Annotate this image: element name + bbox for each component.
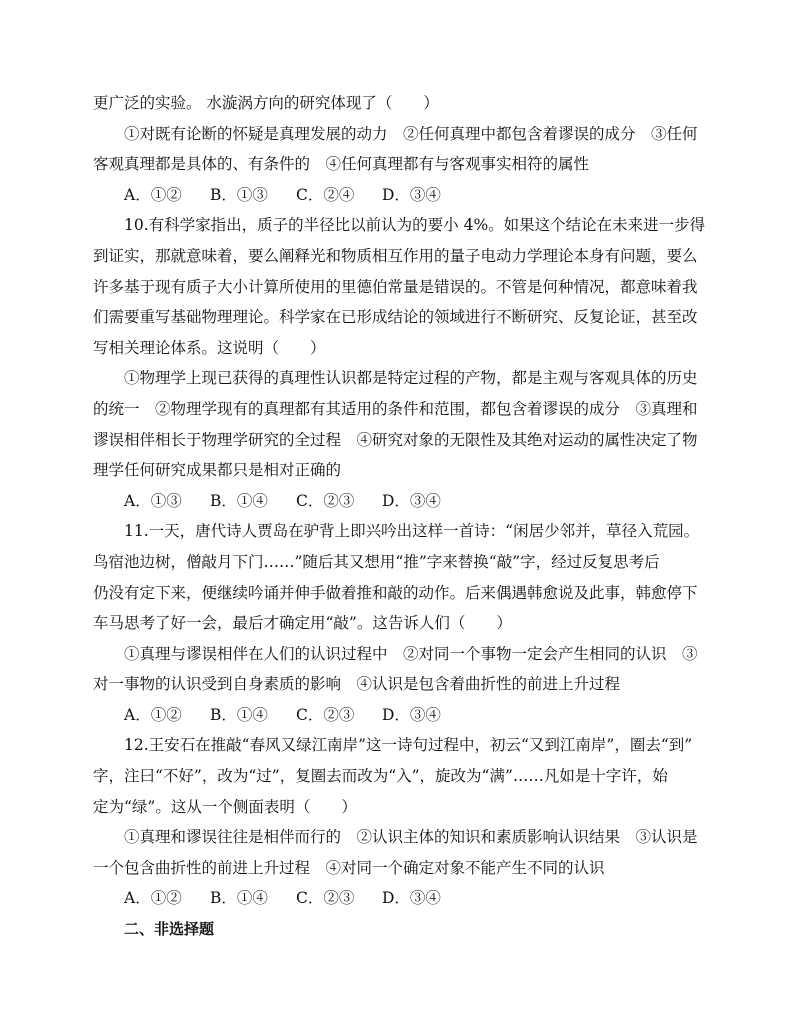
section-title-non-choice: 二、非选择题	[124, 920, 215, 939]
q12-stem-line: 字，注曰“不好”，改为“过”，复圈去而改为“入”，旋改为“满”……凡如是十字许，始	[93, 767, 668, 786]
option-c: C．②③	[296, 491, 355, 510]
q10-stem-line: 写相关理论体系。这说明（ ）	[93, 338, 326, 357]
q11-stem-line: 车马思考了好一会，最后才确定用“敲”。这告诉人们（ ）	[93, 614, 512, 633]
q10-stem-line: 许多基于现有质子大小计算所使用的里德伯常量是错误的。不管是何种情况，都意味着我	[93, 277, 698, 296]
option-a: A．①②	[124, 889, 182, 908]
q12-choice-line: ①真理和谬误往往是相伴而行的 ②认识主体的知识和素质影响认识结果 ③认识是	[124, 828, 698, 847]
q11-choice-line: ①真理与谬误相伴在人们的认识过程中 ②对同一个事物一定会产生相同的认识 ③	[124, 644, 698, 663]
option-c: C．②③	[296, 889, 355, 908]
q10-stem-line: 10.有科学家指出，质子的半径比以前认为的要小 4%。如果这个结论在未来进一步得	[124, 216, 706, 235]
option-b: B．①④	[210, 889, 268, 908]
option-d: D．③④	[382, 185, 441, 204]
option-c: C．②③	[296, 705, 355, 724]
q9-options	[93, 180, 713, 211]
q11-stem-line: 11.一天，唐代诗人贾岛在驴背上即兴吟出这样一首诗：“闲居少邻并，草径入荒园。	[124, 522, 700, 541]
q10-choice-line: 谬误相伴相长于物理学研究的全过程 ④研究对象的无限性及其绝对运动的属性决定了物	[93, 430, 698, 449]
option-b: B．①④	[210, 491, 268, 510]
option-a: A．①③	[124, 491, 182, 510]
q12-choice-line: 一个包含曲折性的前进上升过程 ④对同一个确定对象不能产生不同的认识	[93, 858, 605, 877]
q11-stem-line: 仍没有定下来，便继续吟诵并伸手做着推和敲的动作。后来偶遇韩愈说及此事，韩愈停下	[93, 583, 698, 602]
option-c: C．②④	[296, 185, 355, 204]
q12-options	[93, 883, 713, 914]
q11-choice-line: 对一事物的认识受到自身素质的影响 ④认识是包含着曲折性的前进上升过程	[93, 675, 621, 694]
q10-stem-line: 到证实，那就意味着，要么阐释光和物质相互作用的量子电动力学理论本身有问题，要么	[93, 246, 698, 265]
q9-stem-line: 更广泛的实验。 水漩涡方向的研究体现了（ ）	[93, 94, 439, 112]
q10-choice-line: 的统一 ②物理学现有的真理都有其适用的条件和范围，都包含着谬误的成分 ③真理和	[93, 399, 698, 418]
option-a: A．①②	[124, 185, 182, 204]
document-page	[93, 88, 713, 945]
option-b: B．①④	[210, 705, 268, 724]
option-a: A．①②	[124, 705, 182, 724]
option-d: D．③④	[382, 889, 441, 908]
q12-stem-line: 定为“绿”。这从一个侧面表明（ ）	[93, 797, 357, 816]
option-b: B．①③	[210, 185, 268, 204]
q11-options	[93, 700, 713, 731]
q10-stem-line: 们需要重写基础物理理论。科学家在已形成结论的领域进行不断研究、反复论证，甚至改	[93, 308, 698, 327]
q10-choice-line: 理学任何研究成果都只是相对正确的	[93, 461, 342, 480]
q11-stem-line: 鸟宿池边树，僧敲月下门……”随后其又想用“推”字来替换“敲”字，经过反复思考后	[93, 552, 660, 571]
q10-choice-line: ①物理学上现已获得的真理性认识都是特定过程的产物，都是主观与客观具体的历史	[124, 369, 698, 388]
q10-options	[93, 486, 713, 517]
option-d: D．③④	[382, 491, 441, 510]
q9-choice-line: ①对既有论断的怀疑是真理发展的动力 ②任何真理中都包含着谬误的成分 ③任何	[124, 124, 698, 143]
option-d: D．③④	[382, 705, 441, 724]
q9-choice-line: 客观真理都是具体的、有条件的 ④任何真理都有与客观事实相符的属性	[93, 155, 590, 174]
q12-stem-line: 12.王安石在推敲“春风又绿江南岸”这一诗句过程中，初云“又到江南岸”，圈去“到”	[124, 736, 693, 755]
